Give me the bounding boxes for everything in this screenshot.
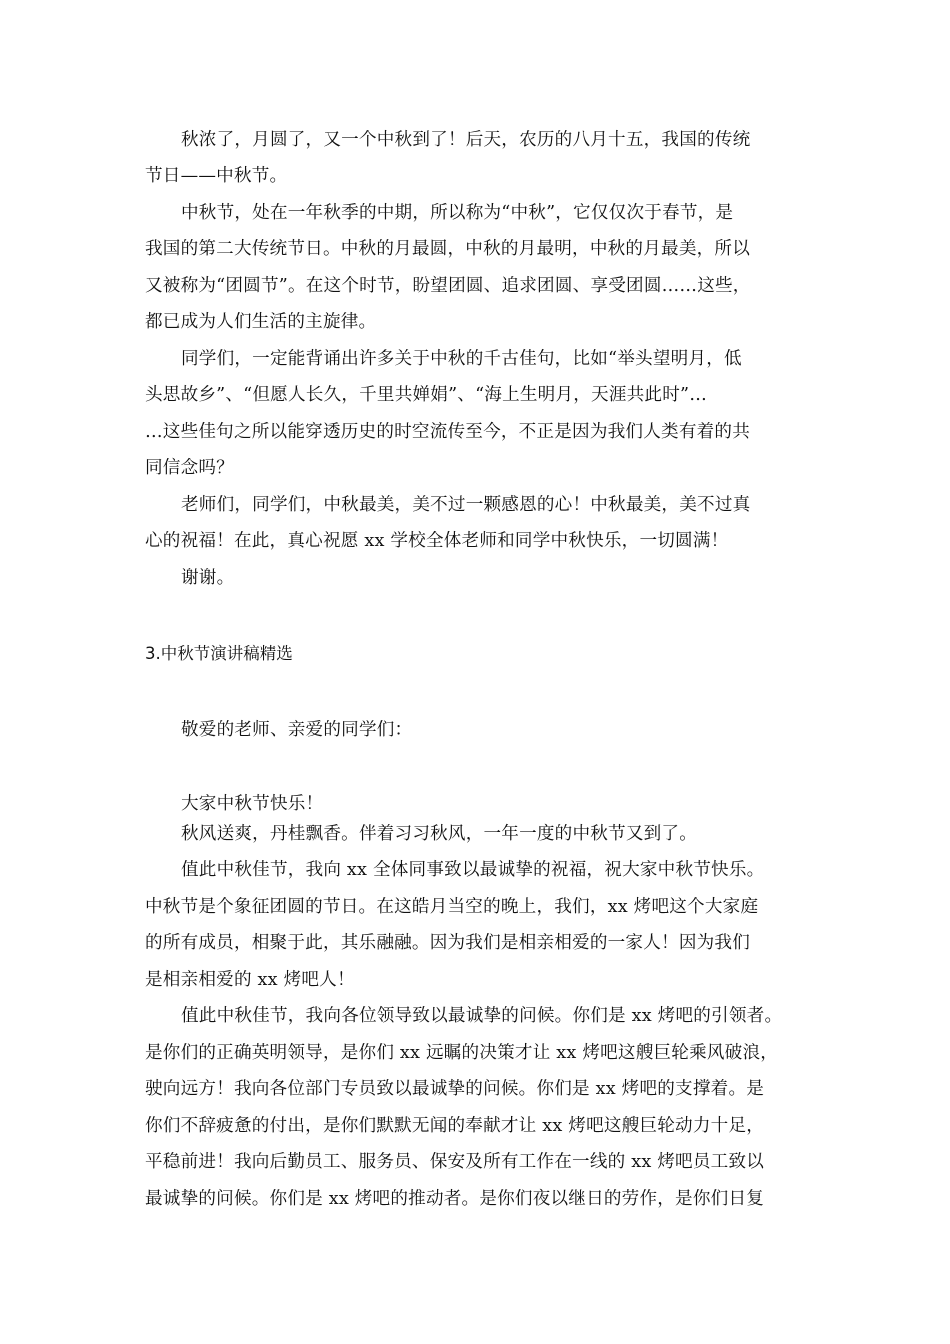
paragraph-line: 中秋节是个象征团圆的节日。在这皓月当空的晚上，我们，xx 烤吧这个大家庭 [145, 897, 759, 917]
paragraph-line: 值此中秋佳节，我向 xx 全体同事致以最诚挚的祝福，祝大家中秋节快乐。 [181, 860, 765, 880]
paragraph-line: 同学们，一定能背诵出许多关于中秋的千古佳句，比如“举头望明月，低 [181, 349, 742, 369]
paragraph-line: 谢谢。 [181, 568, 235, 588]
paragraph-line: 大家中秋节快乐！ [181, 794, 324, 814]
paragraph-line: …这些佳句之所以能穿透历史的时空流传至今，不正是因为我们人类有着的共 [145, 422, 750, 442]
paragraph-line: 值此中秋佳节，我向各位领导致以最诚挚的问候。你们是 xx 烤吧的引领者。 [181, 1006, 783, 1026]
salutation: 敬爱的老师、亲爱的同学们： [181, 720, 413, 740]
paragraph-line: 的所有成员，相聚于此，其乐融融。因为我们是相亲相爱的一家人！因为我们 [145, 933, 750, 953]
paragraph-line: 最诚挚的问候。你们是 xx 烤吧的推动者。是你们夜以继日的劳作，是你们日复 [145, 1189, 765, 1209]
paragraph-line: 你们不辞疲惫的付出，是你们默默无闻的奉献才让 xx 烤吧这艘巨轮动力十足， [145, 1116, 765, 1136]
paragraph-line: 中秋节，处在一年秋季的中期，所以称为“中秋”，它仅仅次于春节，是 [181, 203, 734, 223]
paragraph-line: 老师们，同学们，中秋最美，美不过一颗感恩的心！中秋最美，美不过真 [181, 495, 751, 515]
paragraph-line: 我国的第二大传统节日。中秋的月最圆，中秋的月最明，中秋的月最美，所以 [145, 239, 750, 259]
paragraph-line: 驶向远方！我向各位部门专员致以最诚挚的问候。你们是 xx 烤吧的支撑着。是 [145, 1079, 765, 1099]
section-heading: 3.中秋节演讲稿精选 [145, 644, 293, 663]
paragraph-line: 都已成为人们生活的主旋律。 [145, 312, 377, 332]
paragraph-line: 头思故乡”、“但愿人长久，千里共婵娟”、“海上生明月，天涯共此时”… [145, 385, 707, 405]
paragraph-line: 心的祝福！在此，真心祝愿 xx 学校全体老师和同学中秋快乐，一切圆满！ [145, 531, 729, 551]
paragraph-line: 秋风送爽，丹桂飘香。伴着习习秋风，一年一度的中秋节又到了。 [181, 824, 698, 844]
paragraph-line: 秋浓了，月圆了，又一个中秋到了！后天，农历的八月十五，我国的传统 [181, 130, 751, 150]
paragraph-line: 又被称为“团圆节”。在这个时节，盼望团圆、追求团圆、享受团圆……这些， [145, 276, 751, 296]
paragraph-line: 是相亲相爱的 xx 烤吧人！ [145, 970, 355, 990]
paragraph-line: 平稳前进！我向后勤员工、服务员、保安及所有工作在一线的 xx 烤吧员工致以 [145, 1152, 765, 1172]
paragraph-line: 节日——中秋节。 [145, 166, 288, 186]
paragraph-line: 同信念吗？ [145, 458, 234, 478]
paragraph-line: 是你们的正确英明领导，是你们 xx 远瞩的决策才让 xx 烤吧这艘巨轮乘风破浪， [145, 1043, 779, 1063]
